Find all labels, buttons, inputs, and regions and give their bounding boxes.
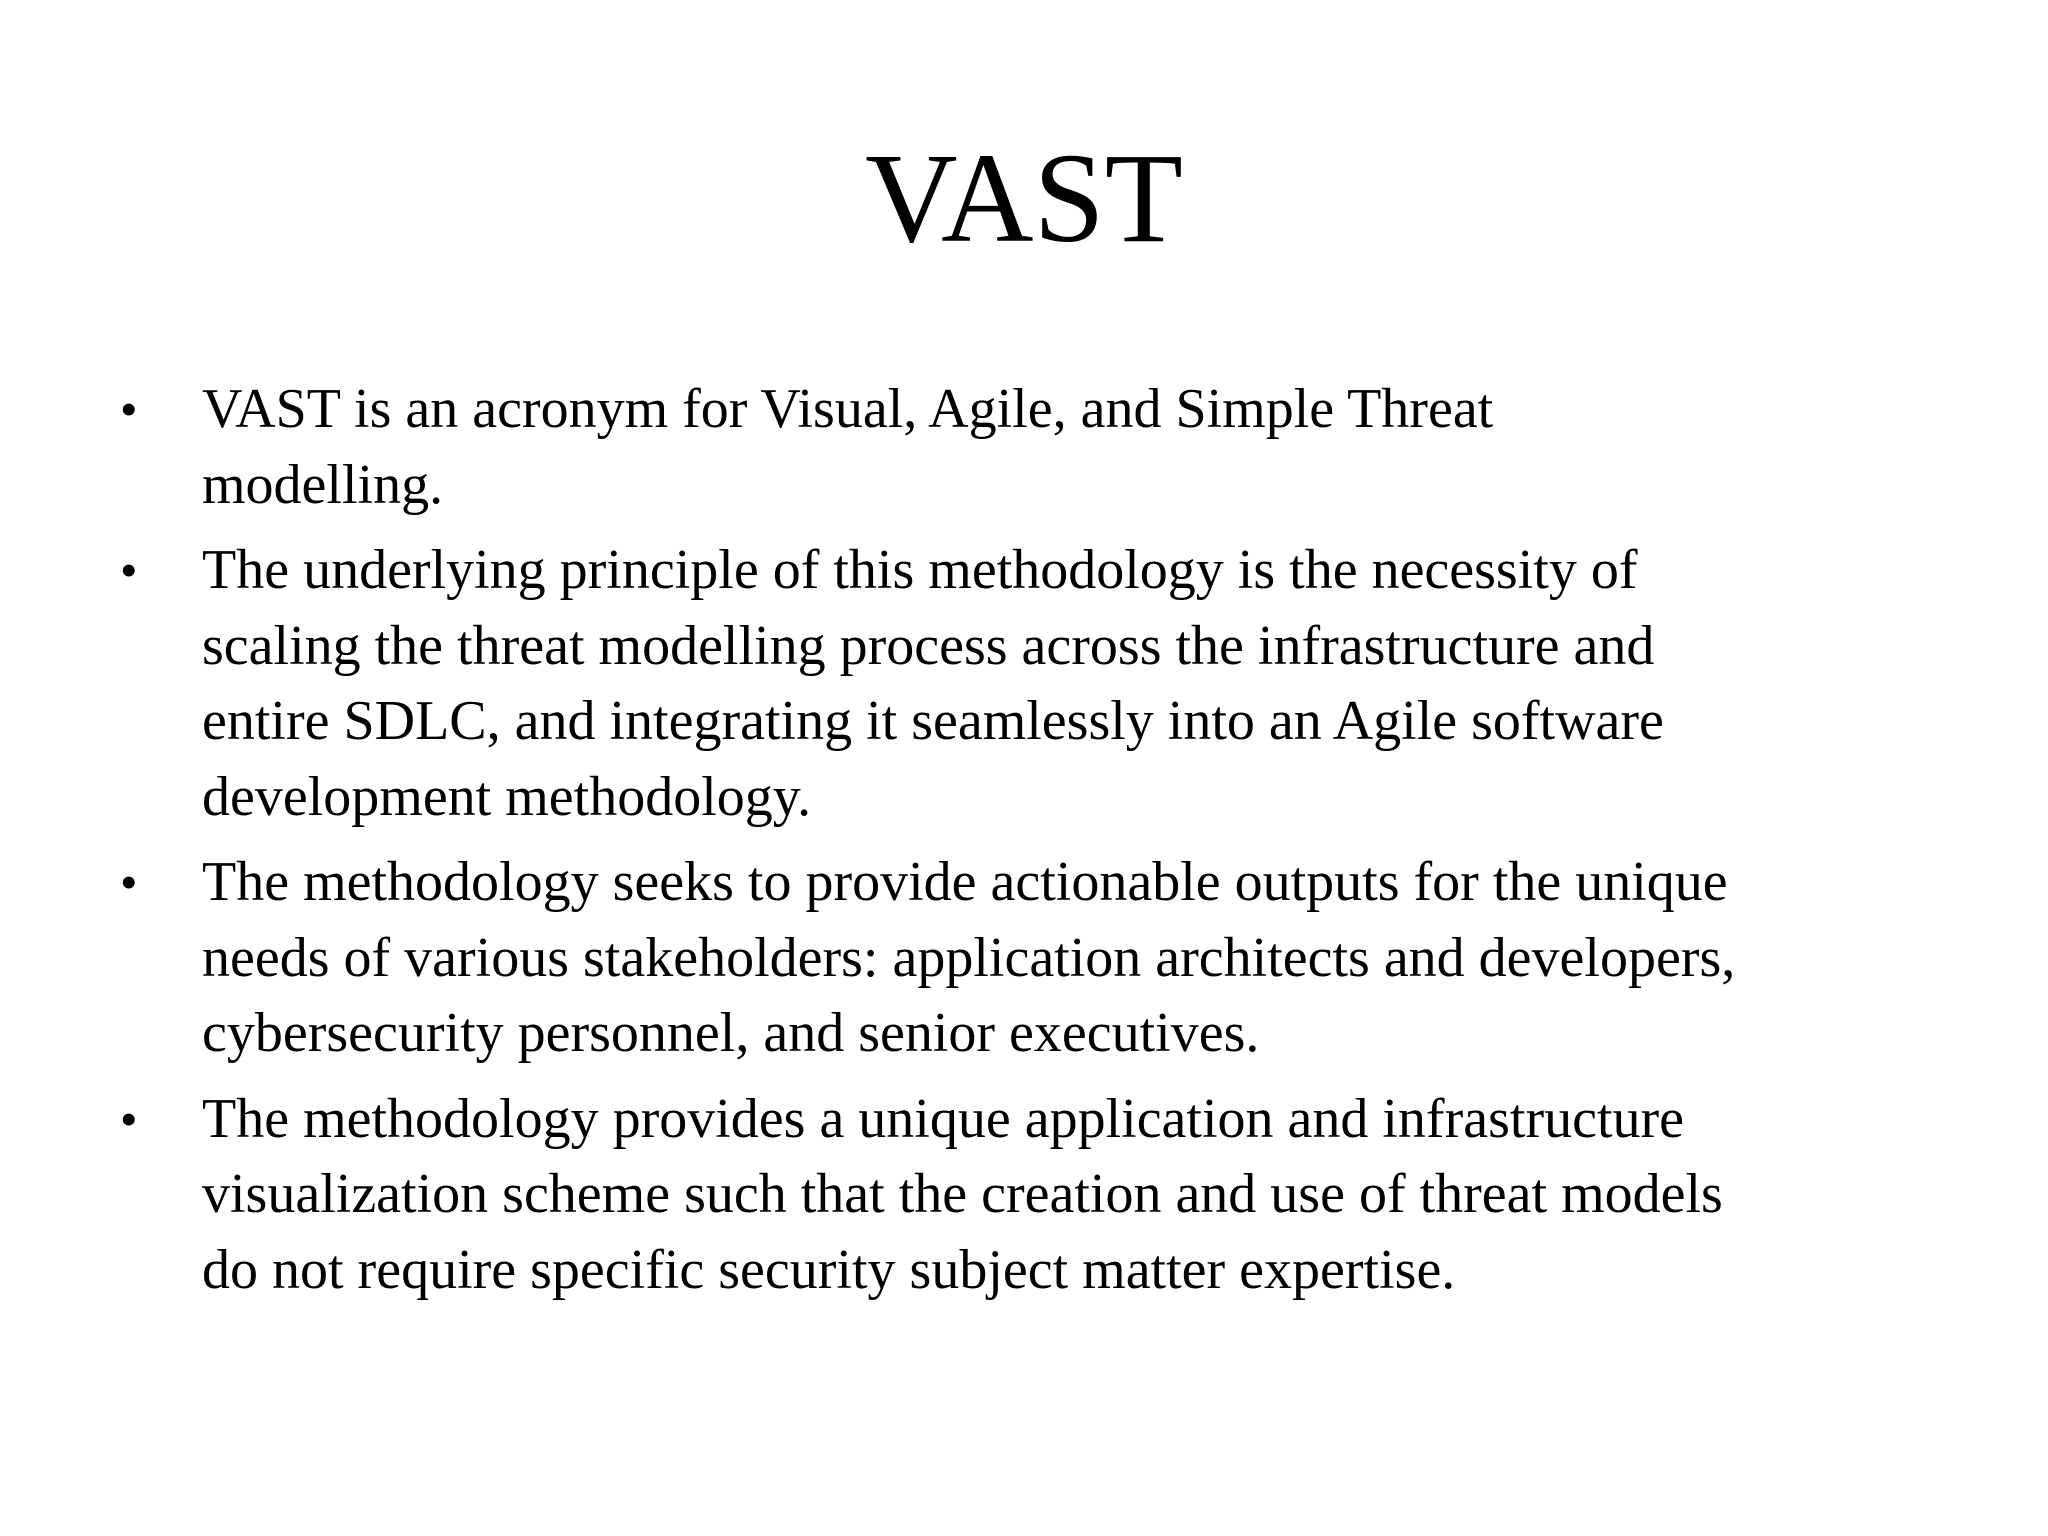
bullet-item-principle — [120, 533, 2000, 835]
bullet-line: needs of various stakeholders: application architects and developers, — [202, 926, 1736, 989]
bullet-line: cybersecurity personnel, and senior executives. — [202, 1002, 1260, 1064]
bullet-line: VAST is an acronym for Visual, Agile, and Simple Threat — [202, 378, 1494, 440]
bullet-text — [202, 533, 2000, 835]
bullet-list — [120, 372, 2000, 1318]
bullet-line: modelling. — [202, 453, 444, 516]
bullet-line: do not require specific security subject matter expertise. — [202, 1238, 1456, 1301]
bullet-line: The methodology seeks to provide actionable outputs for the unique — [202, 851, 1728, 913]
bullet-line: The methodology provides a unique application and infrastructure — [202, 1087, 1685, 1150]
bullet-line: entire SDLC, and integrating it seamlessly into an Agile software — [202, 690, 1664, 752]
bullet-text — [202, 372, 2000, 523]
bullet-text — [202, 1082, 2000, 1309]
bullet-marker: • — [120, 381, 138, 437]
bullet-line: development methodology. — [202, 765, 812, 828]
slide-title: VAST — [865, 127, 1183, 269]
bullet-marker: • — [120, 854, 138, 910]
bullet-item-stakeholders — [120, 845, 2000, 1072]
bullet-text — [202, 845, 2000, 1072]
bullet-marker: • — [120, 542, 138, 598]
bullet-marker: • — [120, 1090, 138, 1147]
bullet-line: The underlying principle of this methodology is the necessity of — [202, 539, 1638, 601]
bullet-item-acronym — [120, 372, 2000, 523]
bullet-line: scaling the threat modelling process across the infrastructure and — [202, 614, 1655, 677]
bullet-line: visualization scheme such that the creation and use of threat models — [202, 1163, 1723, 1225]
bullet-item-visualization — [120, 1082, 2000, 1309]
